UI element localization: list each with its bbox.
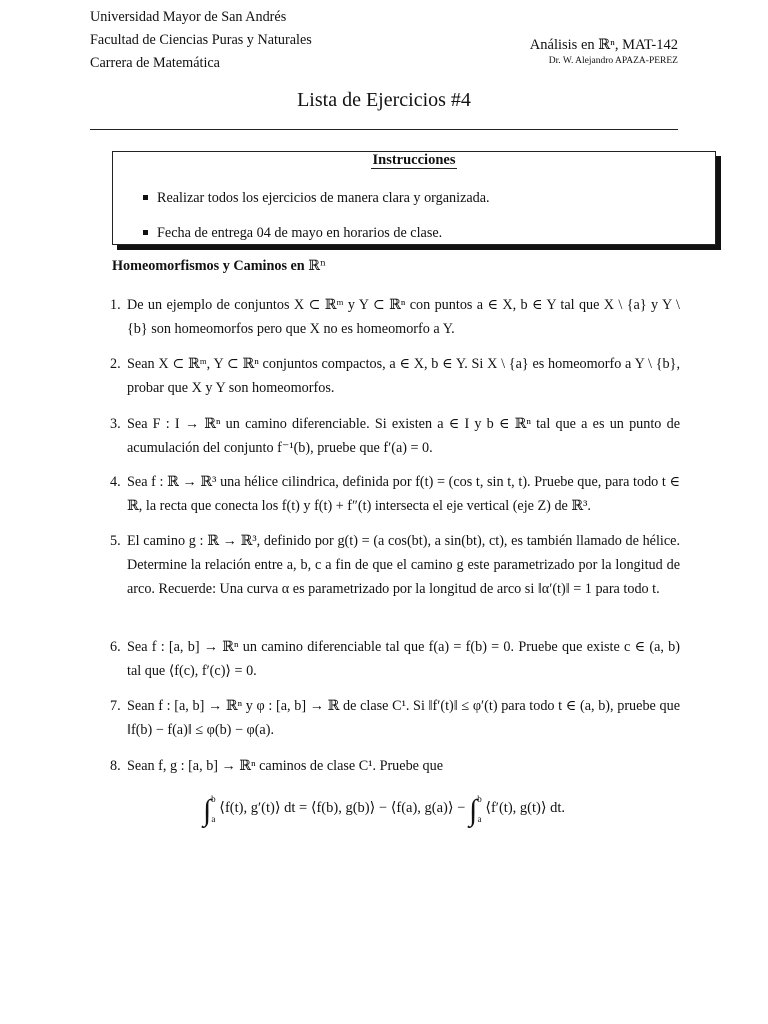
header-course xyxy=(530,36,678,68)
bullet-square-icon xyxy=(143,195,148,200)
lhs-integrand: ⟨f(t), g′(t)⟩ dt xyxy=(219,800,296,816)
instructions-list xyxy=(143,188,490,258)
instruction-item: Realizar todos los ejercicios de manera clara y organizada. xyxy=(143,188,490,223)
exercise-item: 6. Sea f : [a, b] → ℝⁿ un camino diferenciable tal que f(a) = f(b) = 0. Pruebe que existe c ∈ (a, b) tal que ⟨f(c), f′(c)⟩ = 0. xyxy=(110,639,680,679)
integral-lower-limit: a xyxy=(211,814,216,824)
instructions-box xyxy=(112,151,716,245)
exercise-item: 7. Sean f : [a, b] → ℝⁿ y φ : [a, b] → ℝ de clase C¹. Si ‖f′(t)‖ ≤ φ′(t) para todo t ∈ (a, b), pruebe que ‖f(b) − f(a)‖ ≤ φ(b) − φ(a). xyxy=(110,698,680,738)
page-title: Lista de Ejercicios #4 xyxy=(297,89,471,111)
instruction-item: Fecha de entrega 04 de mayo en horarios de clase. xyxy=(143,223,490,258)
exercise-item: 4. Sea f : ℝ → ℝ³ una hélice cilindrica, definida por f(t) = (cos t, sin t, t). Pruebe que, para todo t ∈ ℝ, la recta que conecta los f(t) y f(t) + f″(t) intersecta el eje vertical (eje Z) de ℝ³. xyxy=(110,474,680,514)
integral-lower-limit: a xyxy=(477,814,482,824)
exercise-item: 3. Sea F : I → ℝⁿ un camino diferenciable. Si existen a ∈ I y b ∈ ℝⁿ tal que a es un punto de acumulación del conjunto f⁻¹(b), pruebe que f′(a) = 0. xyxy=(110,416,680,456)
exercise-item: 1. De un ejemplo de conjuntos X ⊂ ℝᵐ y Y ⊂ ℝⁿ con puntos a ∈ X, b ∈ Y tal que X \ {a} y Y \ {b} son homeomorfos pero que X no es homeomorfo a Y. xyxy=(110,297,680,337)
course-name: Análisis en ℝⁿ, MAT-142 xyxy=(529,37,678,53)
rhs-integrand: ⟨f′(t), g(t)⟩ dt. xyxy=(485,800,566,816)
university-name: Universidad Mayor de San Andrés xyxy=(90,9,287,25)
faculty-name: Facultad de Ciencias Puras y Naturales xyxy=(90,32,312,48)
integral-upper-limit: b xyxy=(477,794,482,804)
equation-middle: = ⟨f(b), g(b)⟩ − ⟨f(a), g(a)⟩ − xyxy=(299,800,466,816)
career-name: Carrera de Matemática xyxy=(90,55,220,71)
title-divider xyxy=(90,129,678,130)
exercise-item: 2. Sean X ⊂ ℝᵐ, Y ⊂ ℝⁿ conjuntos compactos, a ∈ X, b ∈ Y. Si X \ {a} es homeomorfo a Y \ {b}, probar que X y Y son homeomorfos. xyxy=(110,356,680,396)
integral-sign: ∫ xyxy=(468,794,478,827)
exercise-item: 8. Sean f, g : [a, b] → ℝⁿ caminos de clase C¹. Pruebe que xyxy=(110,758,443,774)
integral-sign: ∫ xyxy=(202,794,212,827)
section-heading: Homeomorfismos y Caminos en ℝⁿ xyxy=(112,258,327,274)
integral-upper-limit: b xyxy=(211,794,216,804)
instructions-heading: Instrucciones xyxy=(372,152,456,168)
author-name: Dr. W. Alejandro APAZA-PEREZ xyxy=(548,56,678,66)
exercise-item: 5. El camino g : ℝ → ℝ³, definido por g(t) = (a cos(bt), a sin(bt), ct), es también llamado de hélice. Determine la relación entre a, b, c a fin de que el camino g este parametrizado por la longitud de arco. Recuerde: Una curva α es parametrizado por la longitud de arco si ‖α′(t)‖ = 1 para todo t. xyxy=(110,533,680,597)
header-institution xyxy=(90,6,312,75)
bullet-square-icon xyxy=(143,230,148,235)
integral-equation xyxy=(0,794,768,838)
